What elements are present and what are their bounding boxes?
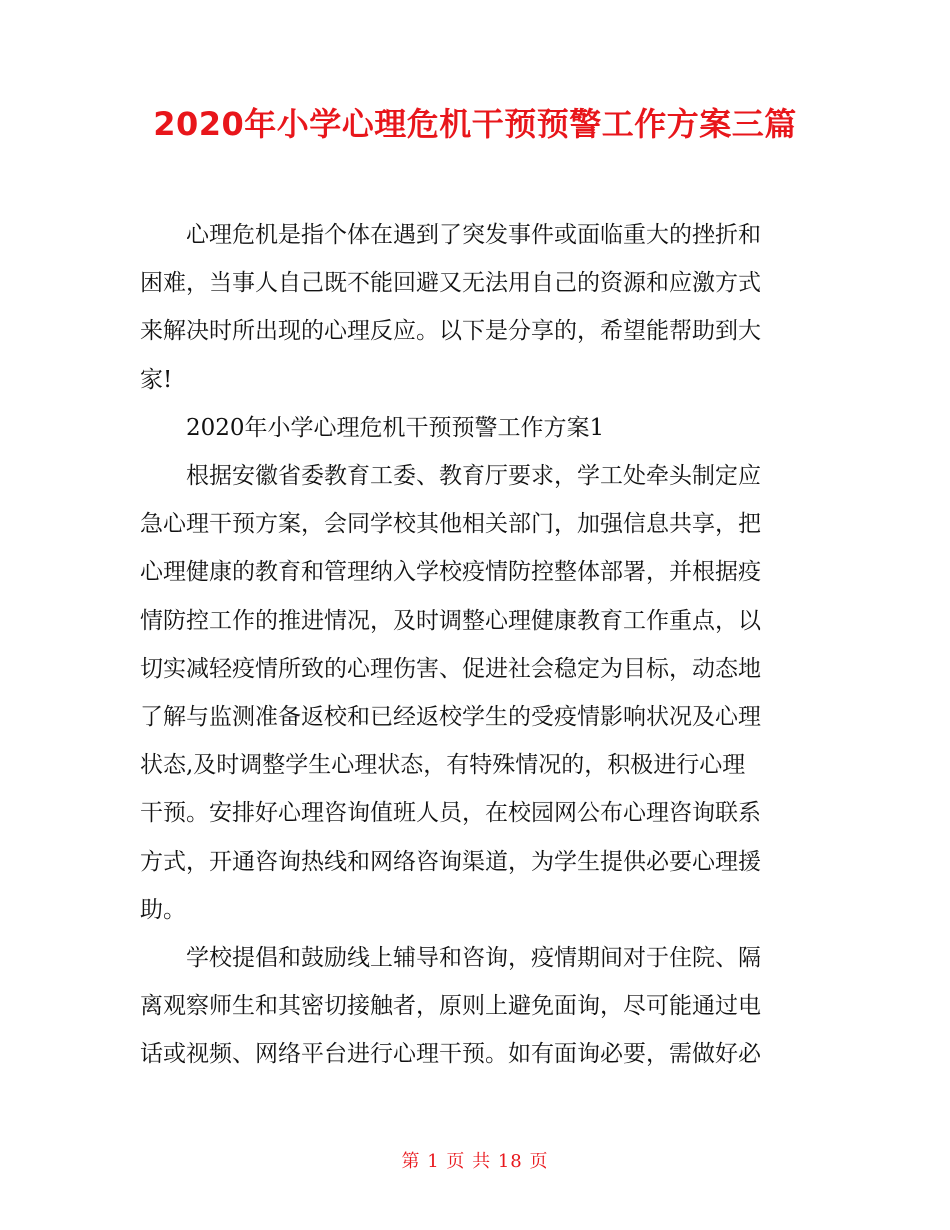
text-line: 家! xyxy=(140,366,173,393)
text-line: 状态,及时调整学生心理状态，有特殊情况的，积极进行心理 xyxy=(140,752,746,779)
intro-paragraph xyxy=(140,211,812,404)
text-line: 切实减轻疫情所致的心理伤害、促进社会稳定为目标，动态地 xyxy=(140,655,761,682)
text-line: 方式，开通咨询热线和网络咨询渠道，为学生提供必要心理援 xyxy=(140,848,761,875)
text-line: 干预。安排好心理咨询值班人员，在校园网公布心理咨询联系 xyxy=(140,800,761,827)
document-title: 2020年小学心理危机干预预警工作方案三篇 xyxy=(153,105,797,143)
text-line: 助。 xyxy=(140,896,186,923)
text-line: 急心理干预方案，会同学校其他相关部门，加强信息共享，把 xyxy=(140,511,761,538)
text-line: 话或视频、网络平台进行心理干预。如有面询必要，需做好必 xyxy=(140,1041,761,1068)
text-line: 困难，当事人自己既不能回避又无法用自己的资源和应激方式 xyxy=(140,270,761,297)
text-line: 心理危机是指个体在遇到了突发事件或面临重大的挫折和 xyxy=(186,222,761,248)
text-line: 根据安徽省委教育工委、教育厅要求，学工处牵头制定应 xyxy=(186,463,761,490)
page-footer: 第 1 页 共 18 页 xyxy=(401,1151,549,1172)
document-body xyxy=(140,211,812,1079)
text-line: 来解决时所出现的心理反应。以下是分享的，希望能帮助到大 xyxy=(140,318,761,345)
section-heading: 2020年小学心理危机干预预警工作方案1 xyxy=(186,414,605,441)
text-line: 离观察师生和其密切接触者，原则上避免面询，尽可能通过电 xyxy=(140,993,761,1020)
text-line: 学校提倡和鼓励线上辅导和咨询，疫情期间对于住院、隔 xyxy=(186,945,761,972)
text-line: 情防控工作的推进情况，及时调整心理健康教育工作重点，以 xyxy=(140,607,761,634)
text-line: 了解与监测准备返校和已经返校学生的受疫情影响状况及心理 xyxy=(140,704,761,731)
body-paragraph-2 xyxy=(140,934,812,1079)
body-paragraph-1 xyxy=(140,452,812,934)
text-line: 心理健康的教育和管理纳入学校疫情防控整体部署，并根据疫 xyxy=(140,559,761,586)
